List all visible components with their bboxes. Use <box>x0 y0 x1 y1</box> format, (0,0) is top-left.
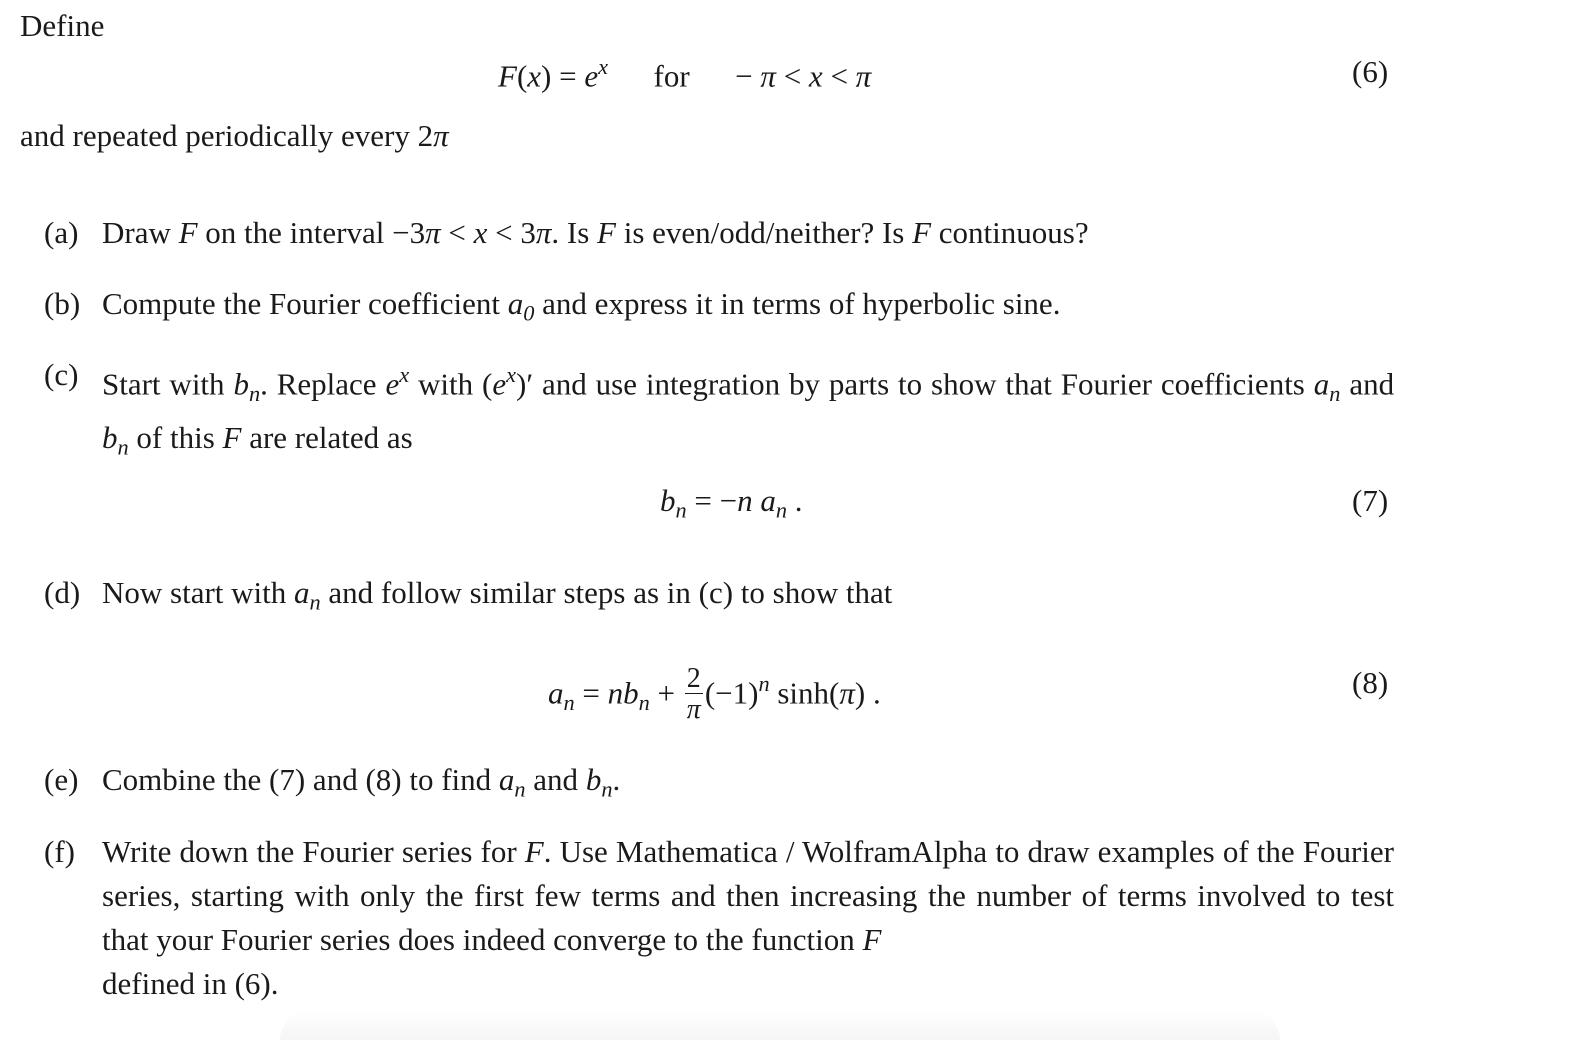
equation-7: $b_n = -n$ $a_n$ . <box>660 483 803 523</box>
item-label-f: (f) <box>44 834 75 869</box>
item-label-b: (b) <box>44 286 81 321</box>
item-b: Compute the Fourier coefficient $a_0$ and express it in terms of hyperbolic sine. <box>102 286 1061 326</box>
equation-8: $a_n = nb_n$ + $\frac{2}{\pi}$ $(-1)^n$ sinh(π) . <box>548 662 881 725</box>
periodic-text: and repeated periodically every 2π <box>20 118 449 153</box>
item-d: Now start with $a_n$ and follow similar steps as in (c) to show that <box>102 575 893 615</box>
item-label-c: (c) <box>44 357 79 392</box>
define-text: Define <box>20 8 105 43</box>
item-c: Start with $b_n$. Replace $e^x$ with $(e^x)'$ and use integration by parts to show that Fourier coefficients $a_n$ and $b_n$ of this F are related as <box>102 362 1395 460</box>
fraction-2-over-pi: $\frac{2}{\pi}$ <box>686 662 701 725</box>
item-label-e: (e) <box>44 762 79 797</box>
item-a: Draw F on the interval −3π < x < 3π. Is F is even/odd/neither? Is F continuous? <box>102 215 1089 250</box>
item-label-a: (a) <box>44 215 79 250</box>
equation-number-6: (6) <box>1352 54 1389 89</box>
item-e: Combine the (7) and (8) to find $a_n$ and $b_n$. <box>102 762 621 802</box>
item-label-d: (d) <box>44 575 81 610</box>
equation-number-8: (8) <box>1352 665 1389 700</box>
bottom-edge-shadow <box>280 1010 1280 1040</box>
equation-number-7: (7) <box>1352 483 1389 518</box>
equation-6: $F(x) = e^x$ for − π < x < π <box>498 54 872 94</box>
for-text: for <box>653 58 690 94</box>
item-f: Write down the Fourier series for F. Use Mathematica / WolframAlpha to draw examples of the Fourier series, starting with only the first few terms and then increasing the number of terms involved to test that your Fourier series does indeed converge to the function F defined in (6). <box>102 834 1395 1001</box>
